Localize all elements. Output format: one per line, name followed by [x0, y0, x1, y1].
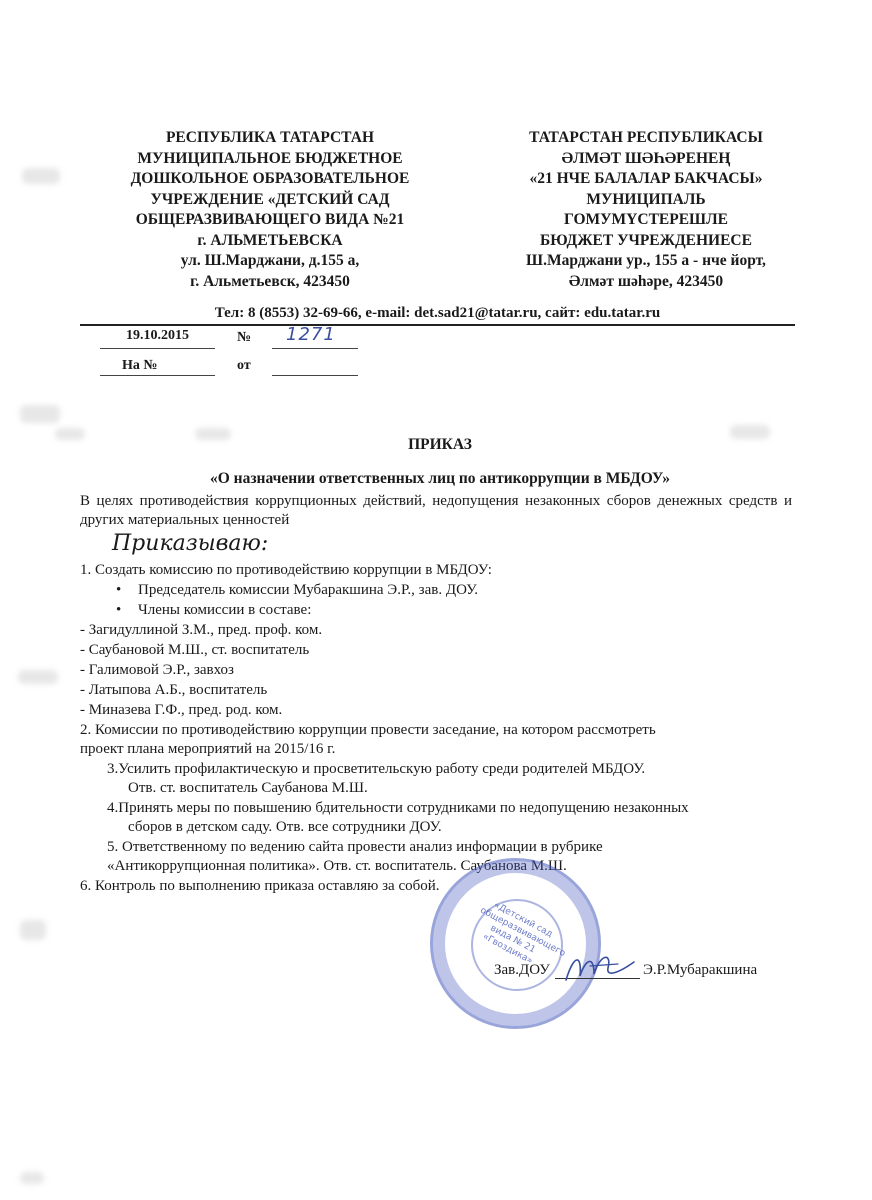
document-subtitle: «О назначении ответственных лиц по антикоррупции в МБДОУ» [209, 470, 671, 487]
order-member-item: - Латыпова А.Б., воспитатель [80, 682, 268, 698]
header-divider [80, 324, 795, 326]
header-left-line: ОБЩЕРАЗВИВАЮЩЕГО ВИДА №21 [135, 211, 405, 228]
header-right-line: Әлмәт шәһәре, 423450 [568, 272, 724, 290]
order-item: 6. Контроль по выполнению приказа оставляю за собой. [80, 878, 440, 894]
header-left-line: РЕСПУБЛИКА ТАТАРСТАН [165, 129, 375, 146]
header-left [80, 128, 460, 292]
scan-smudge [18, 670, 58, 684]
order-item-continuation: Отв. ст. воспитатель Саубанова М.Ш. [128, 780, 368, 796]
scan-smudge [55, 428, 85, 440]
header-left-line: МУНИЦИПАЛЬНОЕ БЮДЖЕТНОЕ [137, 149, 403, 167]
order-bullet-item: • Члены комиссии в составе: [138, 602, 311, 619]
order-member-item: - Загидуллиной З.М., пред. проф. ком. [80, 622, 323, 638]
order-item: 2. Комиссии по противодействию коррупции провести заседание, на котором рассмотреть [80, 722, 656, 738]
order-item: 1. Создать комиссию по противодействию коррупции в МБДОУ: [80, 562, 492, 578]
signature-position: Зав.ДОУ [494, 962, 550, 978]
header-right-line: Ш.Марджани ур., 155 а - нче йорт, [526, 252, 766, 269]
order-bullet-item: • Председатель комиссии Мубаракшина Э.Р., зав. ДОУ. [138, 582, 478, 599]
order-member-item: - Саубановой М.Ш., ст. воспитатель [80, 642, 310, 658]
reference-from-label: от [237, 358, 251, 373]
registration-date-underline [100, 348, 215, 349]
official-stamp [430, 858, 601, 1029]
order-member-item: - Миназева Г.Ф., пред. род. ком. [80, 702, 283, 718]
scan-smudge [22, 168, 60, 184]
header-right-line: БЮДЖЕТ УЧРЕЖДЕНИЕСЕ [540, 231, 752, 249]
scan-smudge [730, 425, 770, 439]
order-item: 5. Ответственному по ведению сайта провести анализ информации в рубрике [107, 839, 603, 855]
header-right-line: МУНИЦИПАЛЬ [586, 190, 706, 208]
registration-date: 19.10.2015 [126, 328, 189, 343]
contacts-line: Тел: 8 (8553) 32-69-66, e-mail: det.sad21@tatar.ru, сайт: edu.tatar.ru [214, 305, 661, 321]
order-member-item: - Галимовой Э.Р., завхоз [80, 662, 234, 678]
registration-number-label: № [237, 330, 252, 345]
order-item-continuation: проект плана мероприятий на 2015/16 г. [80, 741, 336, 757]
order-word: Приказываю: [112, 531, 269, 556]
header-left-line: г. Альметьевск, 423450 [190, 272, 350, 290]
signature-name: Э.Р.Мубаракшина [643, 962, 758, 978]
order-item: 4.Принять меры по повышению бдительности сотрудниками по недопущению незаконных [107, 800, 689, 816]
header-left-line: УЧРЕЖДЕНИЕ «ДЕТСКИЙ САД [150, 190, 390, 208]
header-left-line: ДОШКОЛЬНОЕ ОБРАЗОВАТЕЛЬНОЕ [130, 170, 410, 187]
header-right-line: ГОМУМҮСТЕРЕШЛЕ [564, 211, 728, 228]
document-preamble: В целях противодействия коррупционных действий, недопущения незаконных сборов денежных средств и других материальных ценностей [80, 493, 792, 528]
reference-number-underline [100, 375, 215, 376]
header-right [490, 128, 802, 292]
reference-number-label: На № [122, 358, 158, 373]
order-item-continuation: сборов в детском саду. Отв. все сотрудники ДОУ. [128, 819, 442, 835]
order-item-continuation: «Антикоррупционная политика». Отв. ст. воспитатель. Саубанова М.Ш. [107, 858, 567, 874]
header-right-line: ӘЛМӘТ ШӘҺӘРЕНЕҢ [561, 149, 731, 167]
handwritten-signature [560, 948, 640, 988]
order-item: 3.Усилить профилактическую и просветительскую работу среди родителей МБДОУ. [107, 761, 646, 777]
scan-smudge [195, 428, 231, 440]
header-right-line: «21 НЧЕ БАЛАЛАР БАКЧАСЫ» [529, 170, 763, 187]
stamp-text: «Детский сад общеразвивающего вида № 21 «Гвоздика» [478, 900, 567, 967]
scan-smudge [20, 1172, 44, 1184]
document-title: ПРИКАЗ [408, 436, 472, 453]
header-right-line: ТАТАРСТАН РЕСПУБЛИКАСЫ [529, 129, 763, 146]
registration-number-underline [272, 348, 358, 349]
header-left-line: г. АЛЬМЕТЬЕВСКА [197, 231, 343, 249]
scan-smudge [20, 405, 60, 423]
registration-number-handwritten: 1271 [286, 324, 336, 345]
reference-from-underline [272, 375, 358, 376]
scan-smudge [20, 920, 46, 940]
header-left-line: ул. Ш.Марджани, д.155 а, [180, 252, 360, 269]
